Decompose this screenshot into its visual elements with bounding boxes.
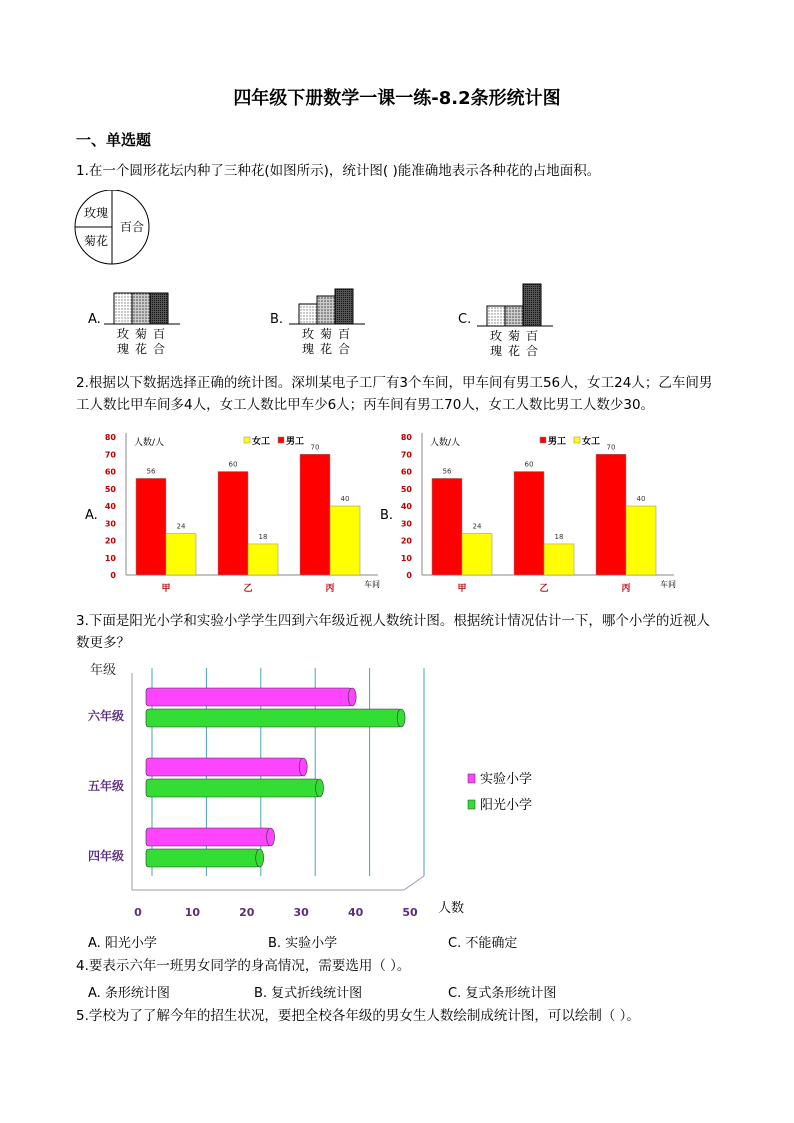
legend-label-0: 男工 xyxy=(548,437,567,447)
circle-label-lily: 百合 xyxy=(119,220,145,234)
svg-text:瑰: 瑰 xyxy=(116,342,130,356)
q4-option-b[interactable]: B. 复式折线统计图 xyxy=(254,986,363,1001)
x-tick-label: 20 xyxy=(239,906,255,919)
legend-label-1: 阳光小学 xyxy=(480,798,533,813)
bar-男工-丙 xyxy=(596,454,626,575)
y-axis-title: 年级 xyxy=(90,663,117,678)
svg-text:合: 合 xyxy=(152,342,166,356)
q1-option-b-label[interactable]: B. xyxy=(270,312,284,327)
x-tick-label: 10 xyxy=(184,906,201,919)
circle-label-rose: 玫瑰 xyxy=(83,206,109,220)
category-label: 五年级 xyxy=(88,779,125,793)
svg-text:合: 合 xyxy=(525,344,539,358)
data-label: 56 xyxy=(146,467,156,476)
x-tick-label: 丙 xyxy=(621,584,631,594)
q1-b-bar-chrysanthemum xyxy=(317,296,335,324)
x-tick-label: 丙 xyxy=(325,584,335,594)
data-label: 40 xyxy=(340,495,350,503)
x-tick-label: 乙 xyxy=(243,584,253,594)
bar-男工-丙 xyxy=(300,454,330,575)
data-label: 60 xyxy=(524,460,534,469)
x-tick-label: 50 xyxy=(402,906,418,919)
svg-text:玫: 玫 xyxy=(116,327,130,341)
y-tick-label: 40 xyxy=(400,502,412,511)
legend-label-0: 女工 xyxy=(252,437,271,447)
category-label: 六年级 xyxy=(88,709,125,723)
x-axis-title: 车间 xyxy=(660,580,676,589)
svg-text:百: 百 xyxy=(525,329,539,343)
bar-女工-乙 xyxy=(248,544,278,575)
svg-text:百: 百 xyxy=(152,327,166,341)
y-tick-label: 70 xyxy=(400,450,412,460)
q1-a-bar-chrysanthemum xyxy=(132,293,150,324)
svg-text:玫: 玫 xyxy=(489,329,503,343)
category-label: 四年级 xyxy=(88,849,125,863)
q3-option-c[interactable]: C. 不能确定 xyxy=(448,936,518,951)
bar-男工-乙 xyxy=(218,472,248,576)
bar-实验小学-五年级 xyxy=(146,758,303,776)
legend-label-1: 女工 xyxy=(582,437,601,447)
y-tick-label: 80 xyxy=(400,433,412,442)
q2-option-b-chart[interactable] xyxy=(394,428,684,598)
svg-text:花: 花 xyxy=(319,342,333,356)
q1-a-bar-lily xyxy=(150,293,168,324)
bar-cap xyxy=(348,688,356,706)
bar-实验小学-四年级 xyxy=(146,828,271,846)
svg-text:菊: 菊 xyxy=(507,329,521,343)
bar-cap xyxy=(299,758,307,776)
y-tick-label: 0 xyxy=(406,571,412,580)
flower-bed-circle xyxy=(70,190,170,270)
svg-text:百: 百 xyxy=(337,327,351,341)
bar-cap xyxy=(256,849,264,867)
legend-swatch-0 xyxy=(244,437,250,443)
svg-text:菊: 菊 xyxy=(134,327,148,341)
bar-阳光小学-五年级 xyxy=(146,779,320,797)
q4-option-c[interactable]: C. 复式条形统计图 xyxy=(448,986,557,1001)
q4-option-a[interactable]: A. 条形统计图 xyxy=(88,986,170,1001)
bar-cap xyxy=(267,828,275,846)
bar-男工-乙 xyxy=(514,472,544,576)
q1-c-bar-lily xyxy=(523,284,541,326)
q1-option-b-chart[interactable] xyxy=(285,285,370,360)
y-tick-label: 30 xyxy=(104,519,116,529)
y-axis-title: 人数/人 xyxy=(134,438,165,448)
q3-horizontal-bar-chart xyxy=(80,658,580,923)
bar-cap xyxy=(397,709,405,727)
data-label: 24 xyxy=(176,522,186,531)
y-tick-label: 20 xyxy=(104,536,116,546)
question-3-text: 3.下面是阳光小学和实验小学学生四到六年级近视人数统计图。根据统计情况估计一下，哪个小学的近视人数更多？ xyxy=(76,613,710,651)
legend-swatch-1 xyxy=(574,437,580,443)
legend-swatch-1 xyxy=(278,437,284,443)
bar-男工-甲 xyxy=(432,478,462,575)
svg-text:瑰: 瑰 xyxy=(301,342,315,356)
y-tick-label: 10 xyxy=(104,553,116,563)
data-label: 70 xyxy=(606,443,616,452)
x-tick-label: 40 xyxy=(347,906,364,919)
data-label: 56 xyxy=(442,467,452,476)
q3-option-a[interactable]: A. 阳光小学 xyxy=(88,936,157,951)
bar-女工-甲 xyxy=(166,534,196,575)
q1-c-bar-chrysanthemum xyxy=(505,306,523,326)
bar-女工-丙 xyxy=(626,506,656,575)
q2-option-b-label[interactable]: B. xyxy=(380,508,394,523)
bar-女工-丙 xyxy=(330,506,360,575)
question-5-text: 5.学校为了了解今年的招生状况，要把全校各年级的男女生人数绘制成统计图，可以绘制（ ）。 xyxy=(76,1008,640,1024)
x-tick-label: 0 xyxy=(134,906,142,919)
section-heading: 一、单选题 xyxy=(76,131,152,149)
q1-option-c-chart[interactable] xyxy=(473,280,558,362)
y-tick-label: 80 xyxy=(104,433,116,442)
x-axis-title: 车间 xyxy=(364,580,380,589)
bar-女工-乙 xyxy=(544,544,574,575)
svg-text:花: 花 xyxy=(134,342,148,356)
svg-text:菊: 菊 xyxy=(319,327,333,341)
svg-text:花: 花 xyxy=(507,344,521,358)
x-tick-label: 30 xyxy=(293,906,309,919)
data-label: 70 xyxy=(310,443,320,452)
data-label: 24 xyxy=(472,522,482,531)
y-tick-label: 60 xyxy=(400,467,412,477)
data-label: 18 xyxy=(554,532,564,541)
bar-cap xyxy=(316,779,324,797)
y-tick-label: 30 xyxy=(400,519,412,529)
svg-text:合: 合 xyxy=(337,342,351,356)
q2-option-a-chart[interactable] xyxy=(98,428,388,598)
q1-b-bar-rose xyxy=(299,304,317,324)
legend-label-0: 实验小学 xyxy=(480,772,533,787)
y-tick-label: 60 xyxy=(104,467,116,477)
svg-text:玫: 玫 xyxy=(301,327,315,341)
q1-b-bar-lily xyxy=(335,289,353,324)
x-axis-title: 人数 xyxy=(438,901,465,916)
axis-depth xyxy=(404,876,424,890)
x-tick-label: 甲 xyxy=(161,584,171,594)
bar-阳光小学-四年级 xyxy=(146,849,260,867)
y-tick-label: 20 xyxy=(400,536,412,546)
q3-option-b[interactable]: B. 实验小学 xyxy=(268,936,338,951)
legend-label-1: 男工 xyxy=(286,437,305,447)
page-title: 四年级下册数学一课一练-8.2条形统计图 xyxy=(233,88,561,109)
q1-option-a-chart[interactable] xyxy=(100,290,185,360)
legend-swatch-1 xyxy=(468,800,475,809)
y-tick-label: 50 xyxy=(104,484,116,494)
y-tick-label: 70 xyxy=(104,450,116,460)
x-tick-label: 甲 xyxy=(457,584,467,594)
bar-阳光小学-六年级 xyxy=(146,709,401,727)
q1-option-c-label[interactable]: C. xyxy=(458,312,472,327)
bar-女工-甲 xyxy=(462,534,492,575)
y-tick-label: 50 xyxy=(400,484,412,494)
data-label: 40 xyxy=(636,495,646,503)
q1-option-a-label[interactable]: A. xyxy=(88,312,101,327)
svg-text:瑰: 瑰 xyxy=(489,344,503,358)
x-tick-label: 乙 xyxy=(539,584,549,594)
question-1-text: 1.在一个圆形花坛内种了三种花(如图所示)，统计图( )能准确地表示各种花的占地面积。 xyxy=(76,163,601,179)
legend-swatch-0 xyxy=(540,437,546,443)
question-2-text: 2.根据以下数据选择正确的统计图。深圳某电子工厂有3个车间，甲车间有男工56人，女工24人；乙车间男工人数比甲车间多4人，女工人数比甲车少6人；丙车间有男工70人，女工人数比男工人数少30。 xyxy=(76,375,713,413)
q1-a-bar-rose xyxy=(114,293,132,324)
bar-男工-甲 xyxy=(136,478,166,575)
legend-swatch-0 xyxy=(468,774,475,783)
y-axis-title: 人数/人 xyxy=(430,438,461,448)
circle-label-chrysanthemum: 菊花 xyxy=(83,234,109,248)
question-4-text: 4.要表示六年一班男女同学的身高情况，需要选用（ ）。 xyxy=(76,958,411,974)
y-tick-label: 10 xyxy=(400,553,412,563)
y-tick-label: 0 xyxy=(110,571,116,580)
bar-实验小学-六年级 xyxy=(146,688,352,706)
q2-option-a-label[interactable]: A. xyxy=(85,508,98,523)
data-label: 60 xyxy=(228,460,238,469)
q1-c-bar-rose xyxy=(487,306,505,326)
data-label: 18 xyxy=(258,532,268,541)
y-tick-label: 40 xyxy=(104,502,116,511)
